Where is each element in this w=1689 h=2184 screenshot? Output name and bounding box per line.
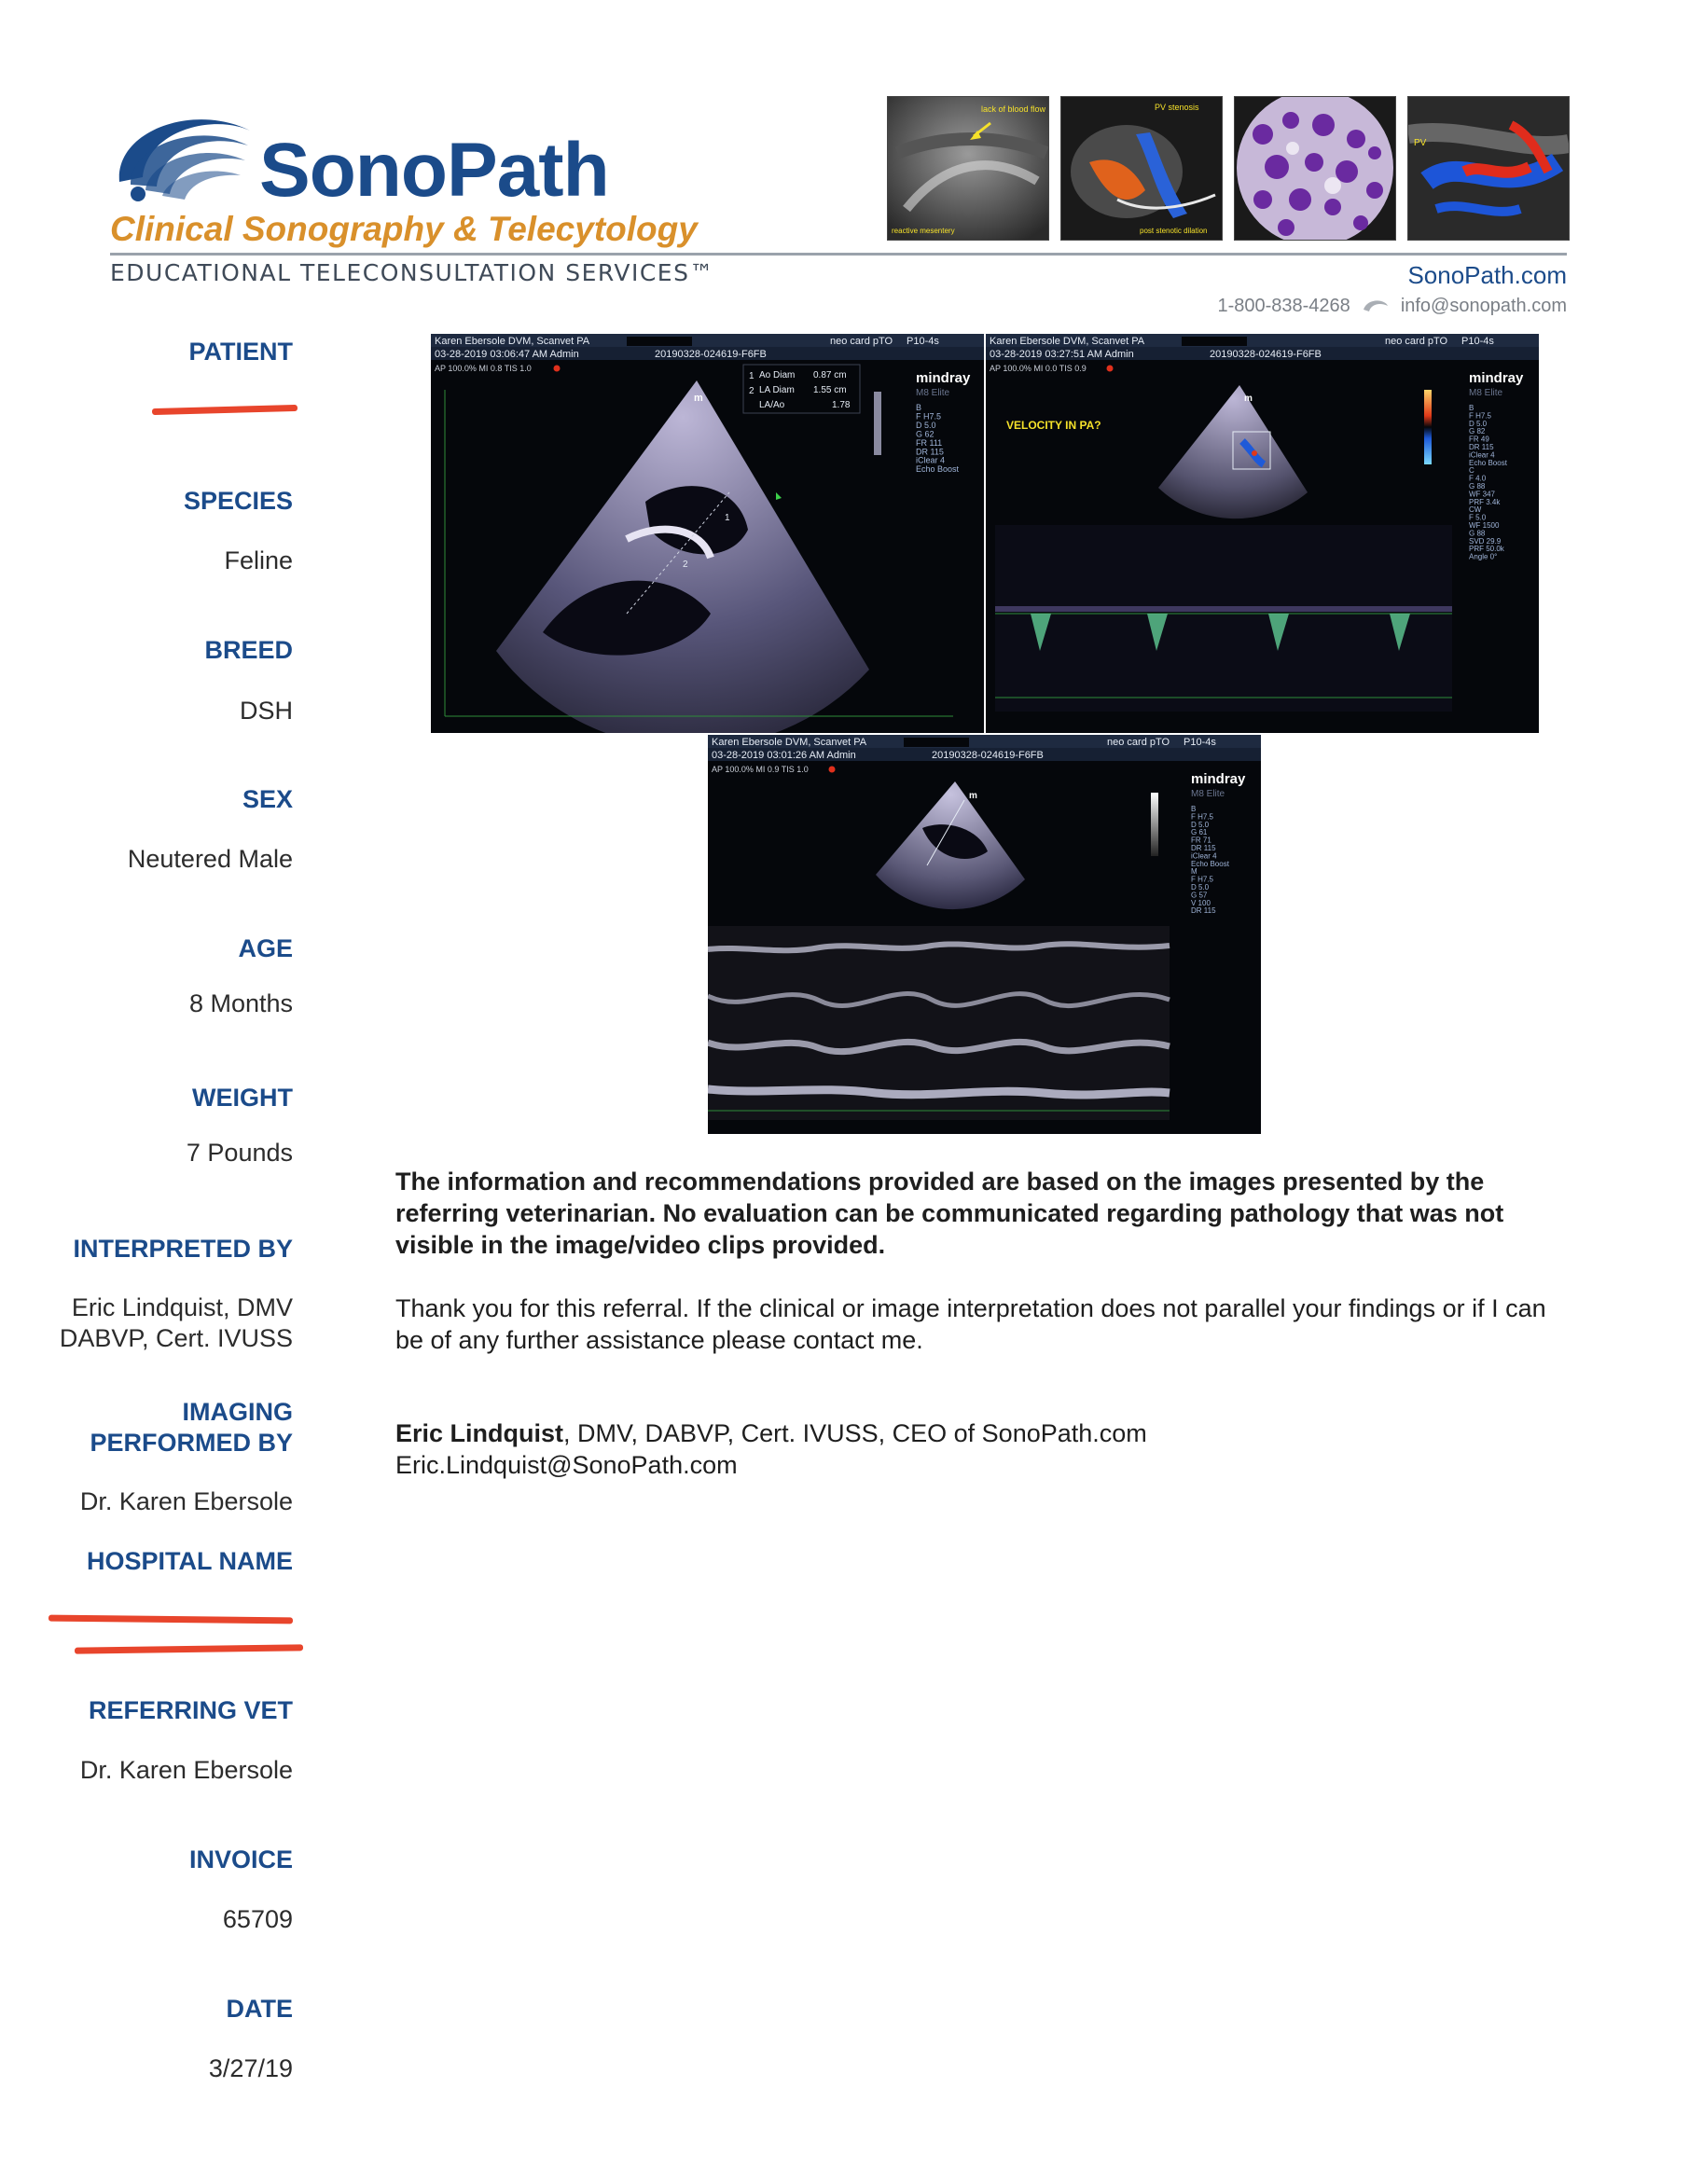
image-header-preset: P10-4s — [907, 336, 939, 347]
signature-email[interactable]: Eric.Lindquist@SonoPath.com — [395, 1451, 738, 1479]
phone-number[interactable]: 1-800-838-4268 — [1217, 296, 1350, 316]
image-header-preset: P10-4s — [1461, 336, 1494, 347]
orientation-marker: m — [694, 393, 703, 404]
redaction-mark-hospital-line1 — [48, 1615, 293, 1624]
species-label: SPECIES — [183, 487, 293, 515]
image-study-id: 20190328-024619-F6FB — [655, 349, 767, 360]
meas-ratio-label: LA/Ao — [759, 400, 785, 410]
weight-value: 7 Pounds — [186, 1139, 293, 1167]
heart-icon — [1107, 366, 1114, 372]
email-link[interactable]: info@sonopath.com — [1400, 296, 1567, 316]
services-tagline: EDUCATIONAL TELECONSULTATION SERVICES™ — [110, 259, 714, 286]
echo-image-la-ao — [431, 334, 984, 733]
swirl-separator-icon — [1362, 297, 1390, 315]
image-header-name: Karen Ebersole DVM, Scanvet PA — [990, 336, 1145, 347]
thumb-caption-bottom: post stenotic dilation — [1140, 227, 1208, 235]
sex-label: SEX — [242, 785, 293, 813]
image-power-readout: AP 100.0% MI 0.0 TIS 0.9 — [990, 364, 1087, 373]
orientation-marker: m — [969, 791, 977, 801]
header-divider — [110, 253, 1567, 256]
brand-tagline: Clinical Sonography & Telecytology — [110, 210, 698, 248]
age-label: AGE — [238, 934, 293, 962]
image-header-name: Karen Ebersole DVM, Scanvet PA — [712, 737, 867, 748]
mindray-model: M8 Elite — [1191, 789, 1225, 799]
signature-block — [395, 1417, 1567, 1481]
meas-ao-value: 0.87 cm — [813, 370, 847, 380]
heart-icon — [554, 366, 561, 372]
cytology-thumb — [1234, 96, 1396, 241]
species-value: Feline — [224, 546, 293, 574]
image-datetime: 03-28-2019 03:06:47 AM Admin — [435, 349, 579, 360]
date-value: 3/27/19 — [208, 2054, 293, 2082]
svg-text:1: 1 — [749, 371, 755, 381]
doppler-thumb — [1407, 96, 1570, 241]
mindray-brand: mindray — [916, 370, 971, 386]
breed-value: DSH — [239, 697, 293, 725]
mmode-image — [708, 735, 1261, 1134]
svg-text:2: 2 — [749, 386, 755, 396]
website-link[interactable]: SonoPath.com — [1407, 261, 1567, 289]
image-datetime: 03-28-2019 03:27:51 AM Admin — [990, 349, 1134, 360]
hospital-name-label: HOSPITAL NAME — [86, 1547, 293, 1575]
date-label: DATE — [226, 1995, 293, 2023]
invoice-label: INVOICE — [188, 1845, 293, 1873]
age-value: 8 Months — [188, 989, 293, 1017]
meas-ao-label: Ao Diam — [759, 370, 796, 380]
image-power-readout: AP 100.0% MI 0.8 TIS 1.0 — [435, 364, 532, 373]
disclaimer-paragraph: The information and recommendations provided are based on the images presented by the referring veterinarian. No evaluation can be communicated regarding pathology that was not visible in the image/video clips provided. — [395, 1168, 1504, 1259]
breed-label: BREED — [204, 636, 293, 664]
meas-la-label: LA Diam — [759, 385, 795, 395]
imaging-performed-value: Dr. Karen Ebersole — [79, 1487, 293, 1515]
image-header-probe: neo card pTO — [1107, 737, 1170, 748]
signature-title: , DMV, DABVP, Cert. IVUSS, CEO of SonoPath.com — [563, 1419, 1147, 1447]
weight-label: WEIGHT — [192, 1084, 293, 1112]
color-scale-bar — [1424, 390, 1432, 464]
image-params: B F H7.5 D 5.0 G 61 FR 71 DR 115 iClear 4 Echo Boost M F H7.5 D 5.0 G 57 V 100 DR 115 — [1191, 805, 1229, 916]
signature-line — [395, 1417, 1567, 1449]
svg-text:2: 2 — [683, 560, 688, 570]
doppler-image-pa-velocity — [986, 334, 1539, 733]
ultrasound-thumb-blood-flow — [887, 96, 1049, 241]
image-header-preset: P10-4s — [1184, 737, 1216, 748]
imaging-performed-label-line1: IMAGING — [182, 1398, 293, 1426]
heart-icon — [829, 767, 836, 773]
image-params: B F H7.5 D 5.0 G 82 FR 49 DR 115 iClear 4 Echo Boost C F 4.0 G 88 WF 347 PRF 3.4k CW F 5.0 WF 1500 G 88 SVD 29.9 PRF 50.0k Angle 0° — [1469, 404, 1507, 561]
orientation-marker: m — [1244, 394, 1253, 404]
imaging-performed-label-line2: PERFORMED BY — [90, 1429, 293, 1457]
image-header-probe: neo card pTO — [830, 336, 893, 347]
referring-vet-value: Dr. Karen Ebersole — [79, 1756, 293, 1784]
meas-la-value: 1.55 cm — [813, 385, 847, 395]
thumb-caption-top: lack of blood flow — [981, 104, 1046, 114]
brand-name: SonoPath — [259, 128, 609, 213]
invoice-value: 65709 — [222, 1905, 293, 1933]
image-header-probe: neo card pTO — [1385, 336, 1448, 347]
redaction-mark-hospital-line2 — [75, 1644, 303, 1653]
interpreted-by-line2: DABVP, Cert. IVUSS — [59, 1324, 293, 1352]
image-study-id: 20190328-024619-F6FB — [1210, 349, 1322, 360]
image-study-id: 20190328-024619-F6FB — [932, 750, 1044, 761]
referring-vet-label: REFERRING VET — [88, 1696, 293, 1724]
thumb-caption-top: PV — [1414, 138, 1427, 148]
mindray-model: M8 Elite — [916, 388, 950, 398]
patient-label: PATIENT — [188, 338, 293, 366]
thumb-caption-bottom: reactive mesentery — [892, 227, 955, 235]
ultrasound-thumb-pv-stenosis — [1060, 96, 1223, 241]
thank-you-paragraph: Thank you for this referral. If the clinical or image interpretation does not parallel your findings or if I can be of any further assistance please contact me. — [395, 1294, 1546, 1354]
velocity-annotation: VELOCITY IN PA? — [1006, 419, 1101, 432]
redaction-mark-patient — [152, 405, 298, 415]
image-params: B F H7.5 D 5.0 G 62 FR 111 DR 115 iClear 4 Echo Boost — [916, 403, 960, 475]
interpreted-by-label: INTERPRETED BY — [73, 1235, 293, 1263]
mindray-model: M8 Elite — [1469, 388, 1503, 398]
sex-value: Neutered Male — [127, 845, 293, 873]
interpreted-by-line1: Eric Lindquist, DMV — [71, 1293, 293, 1321]
sonopath-logo — [110, 93, 698, 252]
thumb-caption-top: PV stenosis — [1155, 103, 1199, 112]
contact-line — [1217, 297, 1567, 315]
mindray-brand: mindray — [1469, 370, 1524, 386]
image-header-name: Karen Ebersole DVM, Scanvet PA — [435, 336, 590, 347]
signature-name: Eric Lindquist — [395, 1419, 564, 1447]
image-datetime: 03-28-2019 03:01:26 AM Admin — [712, 750, 856, 761]
meas-ratio-value: 1.78 — [832, 400, 851, 410]
mindray-brand: mindray — [1191, 771, 1246, 787]
image-power-readout: AP 100.0% MI 0.9 TIS 1.0 — [712, 765, 809, 774]
svg-text:1: 1 — [725, 513, 730, 523]
